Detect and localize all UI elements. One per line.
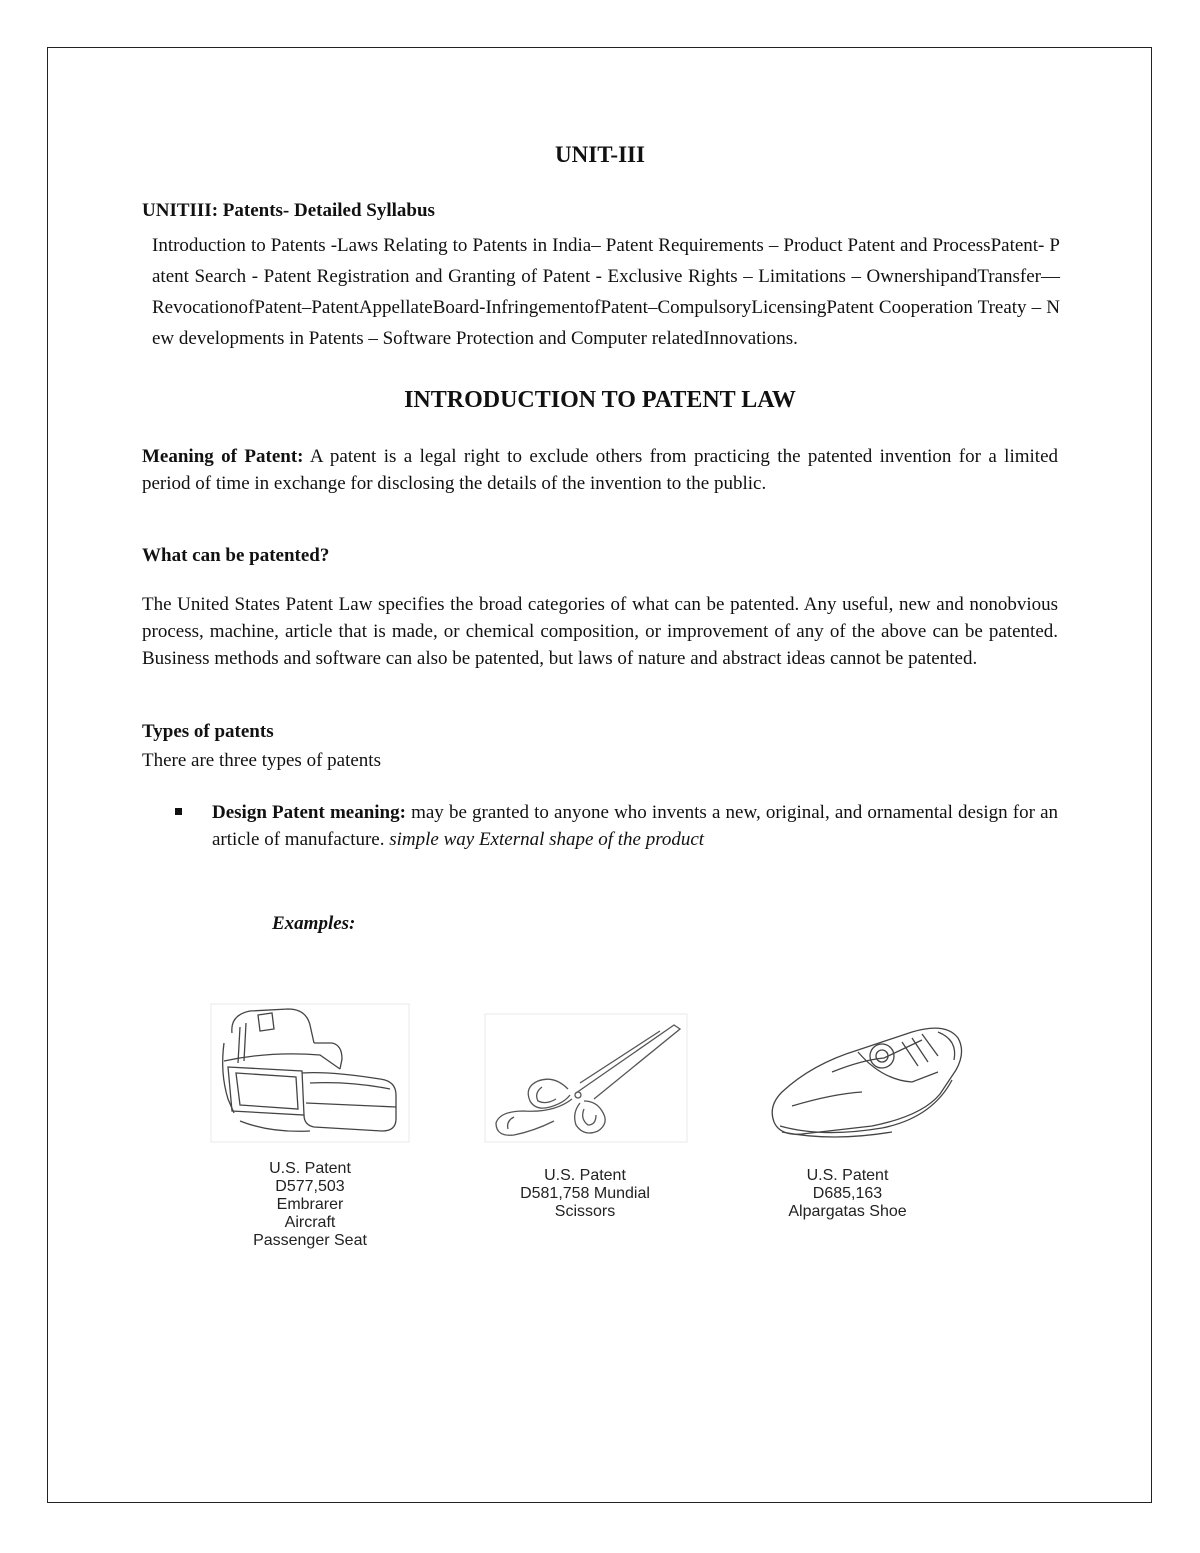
caption-line: D685,163 xyxy=(812,1185,883,1202)
types-heading: Types of patents xyxy=(142,721,274,742)
meaning-text: A patent is a legal right to exclude others from practicing the patented invention for a limited period of time in exchange for disclosing the details of the invention to the public. xyxy=(142,446,1058,494)
section-title: INTRODUCTION TO PATENT LAW xyxy=(404,387,796,413)
caption-line: Passenger Seat xyxy=(253,1232,367,1249)
design-patent-text: may be granted to anyone who invents a new, original, and ornamental design for an article of manufacture. xyxy=(212,802,1058,850)
syllabus-text: Introduction to Patents -Laws Relating to Patents in India– Patent Requirements – Product Patent and ProcessPatent- Patent Search - Patent Registration and Granting of Patent - Exclusive Rights – Limitations – OwnershipandTransfer––RevocationofPatent–PatentAppellateBoard-InfringementofPatent–CompulsoryLicensingPatent Cooperation Treaty – New developments in Patents – Software Protection and Computer relatedInnovations. xyxy=(152,235,1060,349)
caption-line: D577,503 xyxy=(275,1178,345,1195)
meaning-paragraph xyxy=(142,443,1058,497)
shoe-drawing xyxy=(762,1010,972,1145)
caption-line: Scissors xyxy=(554,1203,616,1220)
seat-caption xyxy=(200,1160,420,1250)
caption-line: Aircraft xyxy=(284,1214,336,1231)
syllabus-heading: UNITIII: Patents- Detailed Syllabus xyxy=(142,200,435,221)
caption-line: U.S. Patent xyxy=(269,1160,351,1177)
caption-line: Embrarer xyxy=(276,1196,344,1213)
caption-line: U.S. Patent xyxy=(544,1167,626,1184)
design-patent-paragraph xyxy=(212,799,1058,853)
design-patent-label: Design Patent meaning: xyxy=(212,802,406,823)
shoe-caption xyxy=(740,1167,955,1221)
design-patent-italic: simple way External shape of the product xyxy=(389,829,705,850)
scissors-drawing xyxy=(484,1013,688,1143)
unit-title: UNIT-III xyxy=(555,142,645,167)
scissors-caption xyxy=(455,1167,715,1221)
seat-drawing xyxy=(210,1003,410,1143)
what-can-paragraph: The United States Patent Law specifies the broad categories of what can be patented. Any useful, new and nonobvious process, machine, article that is made, or chemical composition, or improvement of any of the above can be patented. Business methods and software can also be patented, but laws of nature and abstract ideas cannot be patented. xyxy=(142,594,1058,669)
examples-label: Examples: xyxy=(272,913,356,934)
what-can-heading: What can be patented? xyxy=(142,545,330,566)
caption-line: U.S. Patent xyxy=(806,1167,889,1184)
bullet-icon xyxy=(175,808,182,815)
caption-line: Alpargatas Shoe xyxy=(788,1203,907,1220)
types-text: There are three types of patents xyxy=(142,750,381,771)
caption-line: D581,758 Mundial xyxy=(520,1185,650,1202)
meaning-label: Meaning of Patent: xyxy=(142,446,304,467)
